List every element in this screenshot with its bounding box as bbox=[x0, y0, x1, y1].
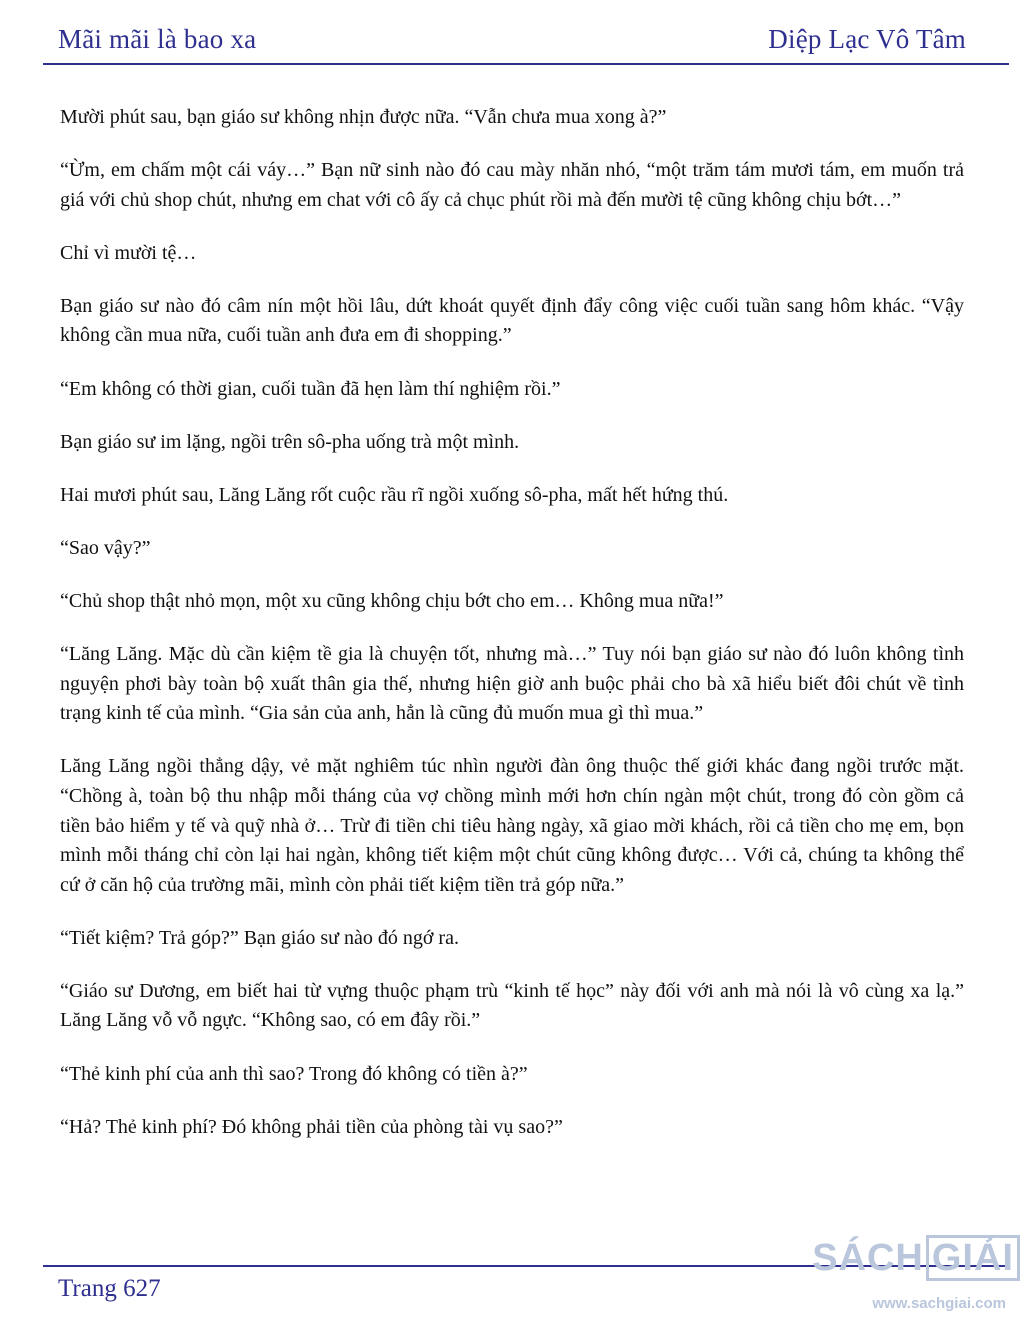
sachgiai-watermark bbox=[812, 1229, 1020, 1321]
watermark-logo-text: SÁCH bbox=[812, 1237, 924, 1279]
paragraph: Mười phút sau, bạn giáo sư không nhịn được nữa. “Vẫn chưa mua xong à?” bbox=[60, 106, 667, 128]
page-header bbox=[0, 0, 1024, 70]
chapter-text bbox=[60, 103, 964, 1166]
paragraph: “Hả? Thẻ kinh phí? Đó không phải tiền của phòng tài vụ sao?” bbox=[60, 1115, 563, 1138]
paragraph: “Lăng Lăng. Mặc dù cần kiệm tề gia là chuyện tốt, nhưng mà…” Tuy nói bạn giáo sư nào đó luôn không tình nguyện phơi bày toàn bộ xuất thân gia thế, nhưng hiện giờ anh buộc phải cho bà xã hiểu biết đôi chút về tình trạng kinh tế của mình. “Gia sản của anh, hẳn là cũng đủ muốn mua gì thì mua.” bbox=[60, 643, 964, 725]
watermark-url: www.sachgiai.com bbox=[872, 1295, 1006, 1312]
paragraph: Bạn giáo sư im lặng, ngồi trên sô-pha uống trà một mình. bbox=[60, 430, 520, 453]
author-name: Diệp Lạc Vô Tâm bbox=[768, 24, 966, 54]
paragraph: “Thẻ kinh phí của anh thì sao? Trong đó không có tiền à?” bbox=[60, 1062, 528, 1085]
paragraph: “Tiết kiệm? Trả góp?” Bạn giáo sư nào đó ngớ ra. bbox=[60, 926, 459, 949]
watermark-logo-box: GIẢI bbox=[926, 1235, 1020, 1281]
paragraph: “Em không có thời gian, cuối tuần đã hẹn làm thí nghiệm rồi.” bbox=[60, 377, 561, 400]
book-title: Mãi mãi là bao xa bbox=[58, 24, 257, 54]
page-number: Trang 627 bbox=[58, 1275, 161, 1302]
paragraph: Hai mươi phút sau, Lăng Lăng rốt cuộc rầu rĩ ngồi xuống sô-pha, mất hết hứng thú. bbox=[60, 483, 729, 506]
paragraph: “Chủ shop thật nhỏ mọn, một xu cũng không chịu bớt cho em… Không mua nữa!” bbox=[60, 589, 724, 612]
paragraph: Lăng Lăng ngồi thẳng dậy, vẻ mặt nghiêm túc nhìn người đàn ông thuộc thế giới khác đang ngồi trước mặt. “Chồng à, toàn bộ thu nhập mỗi tháng của vợ chồng mình mới hơn chín ngàn một chút, trong đó còn gồm cả tiền bảo hiểm y tế và quỹ nhà ở… Trừ đi tiền chi tiêu hàng ngày, xã giao mời khách, rồi cả tiền cho mẹ em, bọn mình mỗi tháng chỉ còn lại hai ngàn, không tiết kiệm một chút cũng không được… Với cả, chúng ta không thể cứ ở căn hộ của trường mãi, mình còn phải tiết kiệm tiền trả góp nữa.” bbox=[60, 755, 964, 896]
watermark-logo bbox=[812, 1229, 1020, 1287]
paragraph: “Ừm, em chấm một cái váy…” Bạn nữ sinh nào đó cau mày nhăn nhó, “một trăm tám mươi tám, em muốn trả giá với chủ shop chút, nhưng em chat với cô ấy cả chục phút rồi mà đến mười tệ cũng không chịu bớt…” bbox=[60, 159, 964, 211]
paragraph: “Giáo sư Dương, em biết hai từ vựng thuộc phạm trù “kinh tế học” này đối với anh mà nói là vô cùng xa lạ.” Lăng Lăng vỗ vỗ ngực. “Không sao, có em đây rồi.” bbox=[60, 979, 964, 1032]
paragraph: Bạn giáo sư nào đó câm nín một hồi lâu, dứt khoát quyết định đẩy công việc cuối tuần sang hôm khác. “Vậy không cần mua nữa, cuối tuần anh đưa em đi shopping.” bbox=[60, 294, 964, 347]
header-divider bbox=[43, 63, 1009, 65]
paragraph: Chỉ vì mười tệ… bbox=[60, 241, 197, 264]
paragraph: “Sao vậy?” bbox=[60, 536, 151, 559]
